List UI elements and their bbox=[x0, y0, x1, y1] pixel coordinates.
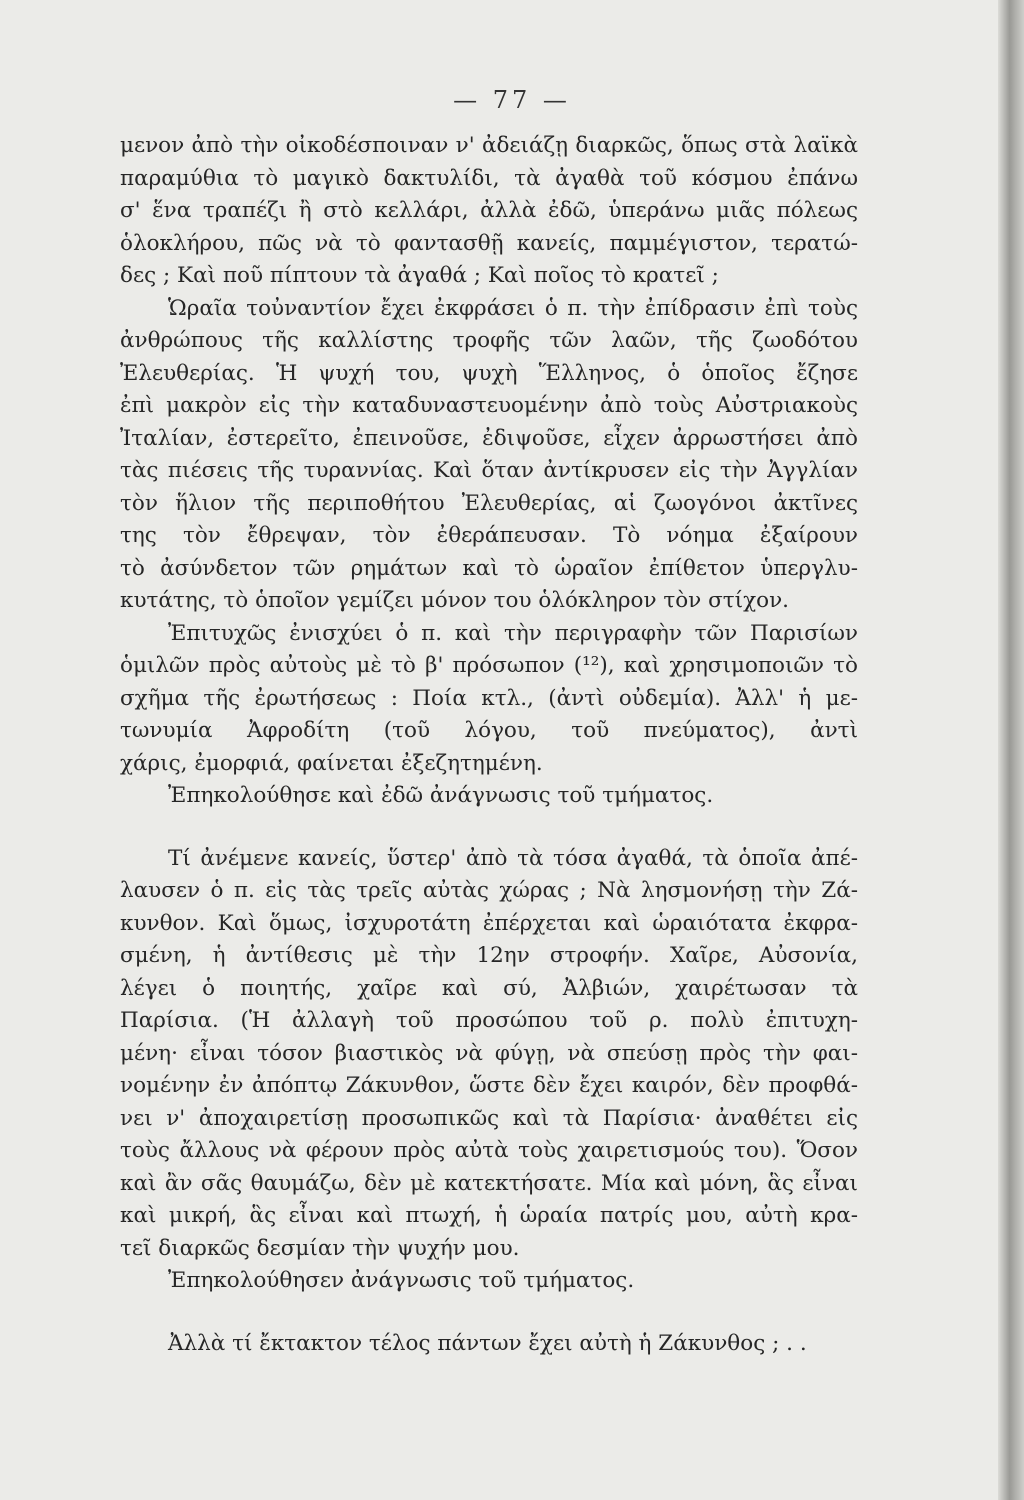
text-line: λαυσεν ὁ π. εἰς τὰς τρεῖς αὐτὰς χώρας ; Νὰ λησμονήσῃ τὴν Ζά- bbox=[120, 878, 858, 903]
text-line: μενον ἀπὸ τὴν οἰκοδέσποιναν ν' ἀδειάζῃ διαρκῶς, ὅπως στὰ λαϊκὰ bbox=[120, 133, 858, 158]
text-line: λέγει ὁ ποιητής, χαῖρε καὶ σύ, Ἀλβιών, χαιρέτωσαν τὰ bbox=[120, 975, 858, 1001]
text-line: Ἐπιτυχῶς ἐνισχύει ὁ π. καὶ τὴν περιγραφὴν τῶν Παρισίων bbox=[168, 620, 858, 646]
text-line: χάρις, ἐμορφιά, φαίνεται ἐξεζητημένη. bbox=[120, 750, 543, 776]
text-line: τὰς πιέσεις τῆς τυραννίας. Καὶ ὅταν ἀντίκρυσεν εἰς τὴν Ἀγγλίαν bbox=[120, 458, 858, 483]
text-line: ὁλοκλήρου, πῶς νὰ τὸ φαντασθῇ κανείς, παμμέγιστον, τερατώ- bbox=[120, 230, 858, 256]
page-edge-shadow bbox=[998, 0, 1024, 1500]
section-gap bbox=[120, 1298, 858, 1328]
text-line: ἐπὶ μακρὸν εἰς τὴν καταδυναστευομένην ἀπὸ τοὺς Αὐστριακοὺς bbox=[120, 393, 858, 418]
paragraph bbox=[120, 618, 858, 781]
text-line: Ἐπηκολούθησεν ἀνάγνωσις τοῦ τμήματος. bbox=[168, 1268, 635, 1293]
page-number: — 77 — bbox=[453, 86, 571, 114]
text-line: μένη· εἶναι τόσον βιαστικὸς νὰ φύγῃ, νὰ σπεύσῃ πρὸς τὴν φαι- bbox=[120, 1040, 858, 1066]
paragraph bbox=[120, 130, 858, 293]
paragraph bbox=[120, 1328, 858, 1361]
text-line: παραμύθια τὸ μαγικὸ δακτυλίδι, τὰ ἀγαθὰ τοῦ κόσμου ἐπάνω bbox=[120, 165, 858, 191]
text-line: σμένη, ἡ ἀντίθεσις μὲ τὴν 12ην στροφήν. Χαῖρε, Αὐσονία, bbox=[120, 943, 858, 968]
text-line: κυτάτης, τὸ ὁποῖον γεμίζει μόνον του ὁλόκληρον τὸν στίχον. bbox=[120, 588, 789, 613]
text-line: Ὡραῖα τοὐναντίον ἔχει ἐκφράσει ὁ π. τὴν ἐπίδρασιν ἐπὶ τοὺς bbox=[168, 295, 858, 321]
text-line: Ἰταλίαν, ἐστερεῖτο, ἐπεινοῦσε, ἐδιψοῦσε, εἶχεν ἀρρωστήσει ἀπὸ bbox=[120, 425, 858, 451]
section-gap bbox=[120, 813, 858, 843]
text-line: ὁμιλῶν πρὸς αὐτοὺς μὲ τὸ β' πρόσωπον (¹²), καὶ χρησιμοποιῶν τὸ bbox=[120, 653, 858, 678]
text-line: τὸ ἀσύνδετον τῶν ρημάτων καὶ τὸ ὡραῖον ἐπίθετον ὑπεργλυ- bbox=[120, 555, 858, 581]
text-line: νομένην ἐν ἀπόπτῳ Ζάκυνθον, ὥστε δὲν ἔχει καιρόν, δὲν προφθά- bbox=[120, 1073, 858, 1098]
paragraph bbox=[120, 780, 858, 813]
text-line: τοὺς ἄλλους νὰ φέρουν πρὸς αὐτὰ τοὺς χαιρετισμούς του). Ὅσον bbox=[120, 1138, 858, 1163]
text-line: της τὸν ἔθρεψαν, τὸν ἐθεράπευσαν. Τὸ νόημα ἐξαίρουν bbox=[120, 523, 858, 548]
body-text bbox=[120, 130, 858, 1360]
text-line: τεῖ διαρκῶς δεσμίαν τὴν ψυχήν μου. bbox=[120, 1235, 520, 1261]
text-line: Ἀλλὰ τί ἔκτακτον τέλος πάντων ἔχει αὐτὴ ἡ Ζάκυνθος ; . . bbox=[168, 1330, 807, 1356]
text-line: τὸν ἥλιον τῆς περιποθήτου Ἐλευθερίας, αἱ ζωογόνοι ἀκτῖνες bbox=[120, 490, 858, 516]
text-line: Παρίσια. (Ἡ ἀλλαγὴ τοῦ προσώπου τοῦ ρ. πολὺ ἐπιτυχη- bbox=[120, 1008, 858, 1033]
text-line: δες ; Καὶ ποῦ πίπτουν τὰ ἀγαθά ; Καὶ ποῖος τὸ κρατεῖ ; bbox=[120, 263, 719, 288]
text-line: Ἐπηκολούθησε καὶ ἐδῶ ἀνάγνωσις τοῦ τμήματος. bbox=[168, 783, 714, 808]
text-line: κυνθον. Καὶ ὅμως, ἰσχυροτάτη ἐπέρχεται καὶ ὡραιότατα ἐκφρα- bbox=[120, 910, 858, 936]
text-line: σχῆμα τῆς ἐρωτήσεως : Ποία κτλ., (ἀντὶ οὐδεμία). Ἀλλ' ἡ με- bbox=[120, 685, 858, 711]
text-line: καὶ ἂν σᾶς θαυμάζω, δὲν μὲ κατεκτήσατε. Μία καὶ μόνη, ἃς εἶναι bbox=[120, 1170, 858, 1196]
paragraph bbox=[120, 293, 858, 618]
paragraph bbox=[120, 843, 858, 1266]
text-line: Ἐλευθερίας. Ἡ ψυχή του, ψυχὴ Ἕλληνος, ὁ ὁποῖος ἔζησε bbox=[120, 360, 858, 386]
text-line: ἀνθρώπους τῆς καλλίστης τροφῆς τῶν λαῶν, τῆς ζωοδότου bbox=[120, 328, 858, 353]
paragraph bbox=[120, 1265, 858, 1298]
text-line: σ' ἕνα τραπέζι ἢ στὸ κελλάρι, ἀλλὰ ἐδῶ, ὑπεράνω μιᾶς πόλεως bbox=[120, 198, 858, 223]
text-line: τωνυμία Ἀφροδίτη (τοῦ λόγου, τοῦ πνεύματος), ἀντὶ bbox=[120, 718, 858, 743]
text-line: νει ν' ἀποχαιρετίσῃ προσωπικῶς καὶ τὰ Παρίσια· ἀναθέτει εἰς bbox=[120, 1105, 858, 1131]
text-line: Τί ἀνέμενε κανείς, ὕστερ' ἀπὸ τὰ τόσα ἀγαθά, τὰ ὁποῖα ἀπέ- bbox=[168, 845, 858, 871]
text-line: καὶ μικρή, ἃς εἶναι καὶ πτωχή, ἡ ὡραία πατρίς μου, αὐτὴ κρα- bbox=[120, 1203, 858, 1228]
